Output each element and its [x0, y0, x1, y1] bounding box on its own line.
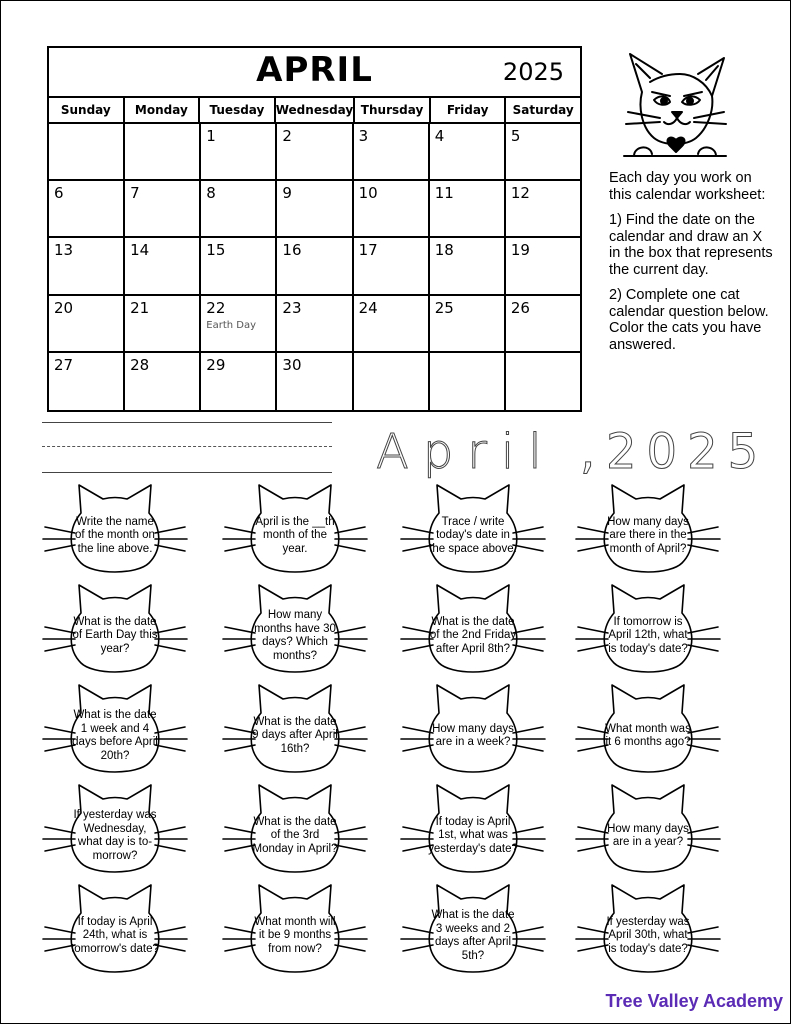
day-number: 12 [510, 184, 530, 203]
cat-question-card[interactable] [25, 783, 205, 883]
calendar-day-cell[interactable] [506, 181, 580, 236]
weekday-thursday: Thursday [355, 98, 431, 122]
cat-question-text: How many days are in a week? [432, 722, 514, 748]
calendar-day-cell[interactable] [125, 124, 201, 179]
cat-question-text: If tomorrow is April 12th, what is today's date? [608, 615, 688, 655]
calendar-day-cell[interactable] [506, 353, 580, 410]
day-number: 7 [130, 184, 140, 203]
instructions-intro: Each day you work on this calendar worksheet: [609, 170, 766, 203]
cat-question-text: How many months have 30 days? Which months? [254, 609, 336, 662]
cat-question-card[interactable] [558, 683, 738, 783]
cat-question-text: What month will it be 9 months from now? [254, 915, 336, 955]
cat-question-text: Write the name of the month on the line above. [75, 515, 155, 555]
day-number: 16 [282, 241, 302, 260]
cat-question-text: April is the __th month of the year. [255, 515, 335, 555]
calendar-day-cell[interactable] [430, 238, 506, 293]
day-number: 11 [434, 184, 454, 203]
calendar-week-row [49, 238, 580, 295]
day-number: 6 [54, 184, 64, 203]
cat-question-card[interactable] [558, 583, 738, 683]
instructions [609, 170, 774, 362]
day-number: 26 [510, 298, 530, 317]
weekday-wednesday: Wednesday [276, 98, 356, 122]
calendar-week-row [49, 124, 580, 181]
day-number: 17 [358, 241, 378, 260]
calendar-day-cell[interactable] [201, 353, 277, 410]
writing-line-middle [42, 446, 332, 447]
cat-question-text: If yesterday was April 30th, what is today's date? [606, 915, 690, 955]
cat-question-card[interactable] [383, 683, 563, 783]
trace-month-text: April [376, 424, 556, 480]
day-number: 18 [434, 241, 454, 260]
calendar-day-cell[interactable] [277, 181, 353, 236]
trace-comma: , [580, 424, 596, 480]
calendar-day-cell[interactable] [430, 124, 506, 179]
calendar-week-row [49, 353, 580, 410]
calendar-day-cell[interactable] [277, 353, 353, 410]
calendar-day-cell[interactable] [49, 124, 125, 179]
day-number: 19 [510, 241, 530, 260]
calendar-grid [49, 124, 580, 410]
day-number: 2 [282, 127, 292, 145]
cat-question-card[interactable] [205, 483, 385, 583]
month-writing-line[interactable] [42, 420, 332, 476]
day-event-label: Earth Day [206, 319, 257, 331]
cat-question-card[interactable] [383, 883, 563, 983]
instructions-step-1: 1) Find the date on the calendar and draw an X in the box that represents the current day. [609, 212, 773, 278]
day-number: 24 [358, 298, 378, 317]
calendar-day-cell[interactable] [201, 181, 277, 236]
calendar-day-cell[interactable] [125, 353, 201, 410]
cat-question-text: What is the date of Earth Day this year? [72, 615, 158, 655]
calendar-day-cell[interactable] [430, 181, 506, 236]
cat-question-card[interactable] [25, 583, 205, 683]
cat-question-card[interactable] [25, 483, 205, 583]
calendar-day-cell[interactable] [277, 296, 353, 351]
calendar-day-cell[interactable] [430, 296, 506, 351]
cat-question-text: What is the date 1 week and 4 days before April 20th? [72, 709, 158, 762]
cat-question-text: What month was it 6 months ago? [605, 722, 691, 748]
day-number: 28 [130, 355, 150, 374]
weekday-monday: Monday [125, 98, 201, 122]
cat-question-text: What is the date 9 days after April 16th? [252, 715, 338, 755]
day-number: 23 [282, 298, 302, 317]
calendar-day-cell[interactable] [201, 296, 277, 351]
cat-question-card[interactable] [383, 583, 563, 683]
calendar-day-cell[interactable] [125, 181, 201, 236]
weekday-header-row [49, 98, 580, 124]
cat-question-card[interactable] [383, 483, 563, 583]
calendar-day-cell[interactable] [49, 238, 125, 293]
weekday-saturday: Saturday [512, 103, 574, 117]
cat-question-text: What is the date 3 weeks and 2 days after April 5th? [431, 909, 515, 962]
day-number: 14 [130, 241, 150, 260]
cat-question-text: If today is April 24th, what is tomorrow's date? [71, 915, 159, 955]
cat-question-text: If today is April 1st, what was yesterday's date? [428, 815, 518, 855]
day-number: 9 [282, 184, 292, 203]
cat-peeking-icon [620, 48, 730, 164]
weekday-tuesday: Tuesday [200, 98, 276, 122]
brand-footer: Tree Valley Academy [605, 991, 783, 1011]
calendar-day-cell[interactable] [354, 124, 430, 179]
cat-question-text: How many days are in a year? [607, 822, 689, 848]
calendar-day-cell[interactable] [354, 238, 430, 293]
calendar-day-cell[interactable] [49, 296, 125, 351]
cat-question-card[interactable] [205, 883, 385, 983]
day-number: 21 [130, 298, 150, 317]
calendar-day-cell[interactable] [506, 296, 580, 351]
calendar-day-cell[interactable] [354, 353, 430, 410]
day-number: 10 [358, 184, 378, 203]
cat-question-card[interactable] [25, 883, 205, 983]
calendar-day-cell[interactable] [277, 124, 353, 179]
trace-year-text: 2025 [606, 424, 769, 480]
cat-question-card[interactable] [558, 783, 738, 883]
calendar-week-row [49, 296, 580, 353]
day-number: 30 [282, 355, 302, 374]
calendar-day-cell[interactable] [430, 353, 506, 410]
cat-question-text: What is the date of the 3rd Monday in April? [252, 815, 338, 855]
calendar-header [49, 48, 580, 98]
calendar-day-cell[interactable] [201, 124, 277, 179]
cat-question-text: Trace / write today's date in the space above. [429, 515, 517, 555]
cat-question-text: How many days are there in the month of April? [607, 515, 689, 555]
cat-question-card[interactable] [25, 683, 205, 783]
calendar-day-cell[interactable] [125, 238, 201, 293]
calendar-day-cell[interactable] [49, 353, 125, 410]
day-number: 22 [206, 298, 226, 317]
day-number: 15 [206, 241, 226, 260]
cat-question-text: What is the date of the 2nd Friday after April 8th? [429, 615, 517, 655]
writing-line-bottom [42, 472, 332, 473]
cat-question-card[interactable] [558, 883, 738, 983]
calendar-day-cell[interactable] [125, 296, 201, 351]
calendar-day-cell[interactable] [354, 181, 430, 236]
cat-question-card[interactable] [558, 483, 738, 583]
calendar-day-cell[interactable] [354, 296, 430, 351]
day-number: 8 [206, 184, 216, 203]
writing-line-top [42, 422, 332, 423]
april-calendar [47, 46, 582, 412]
day-number: 13 [54, 241, 74, 260]
day-number: 20 [54, 298, 74, 317]
calendar-day-cell[interactable] [506, 238, 580, 293]
day-number: 27 [54, 355, 74, 374]
cat-question-text: If yesterday was Wednesday, what day is to-morrow? [73, 809, 157, 862]
instructions-step-2: 2) Complete one cat calendar question below. Color the cats you have answered. [609, 287, 769, 353]
day-number: 1 [206, 127, 216, 145]
calendar-month: APRIL [256, 50, 373, 90]
cat-question-card[interactable] [383, 783, 563, 883]
calendar-day-cell[interactable] [277, 238, 353, 293]
calendar-day-cell[interactable] [201, 238, 277, 293]
calendar-year: 2025 [502, 58, 564, 86]
cat-question-card[interactable] [205, 583, 385, 683]
day-number: 29 [206, 355, 226, 374]
cat-question-card[interactable] [205, 683, 385, 783]
calendar-day-cell[interactable] [49, 181, 125, 236]
day-number: 5 [510, 127, 521, 145]
weekday-friday: Friday [431, 98, 507, 122]
calendar-week-row [49, 181, 580, 238]
day-number: 3 [358, 127, 369, 145]
cat-question-card[interactable] [205, 783, 385, 883]
day-number: 25 [434, 298, 454, 317]
weekday-sunday: Sunday [49, 98, 125, 122]
day-number: 4 [434, 127, 445, 145]
calendar-day-cell[interactable] [506, 124, 580, 179]
